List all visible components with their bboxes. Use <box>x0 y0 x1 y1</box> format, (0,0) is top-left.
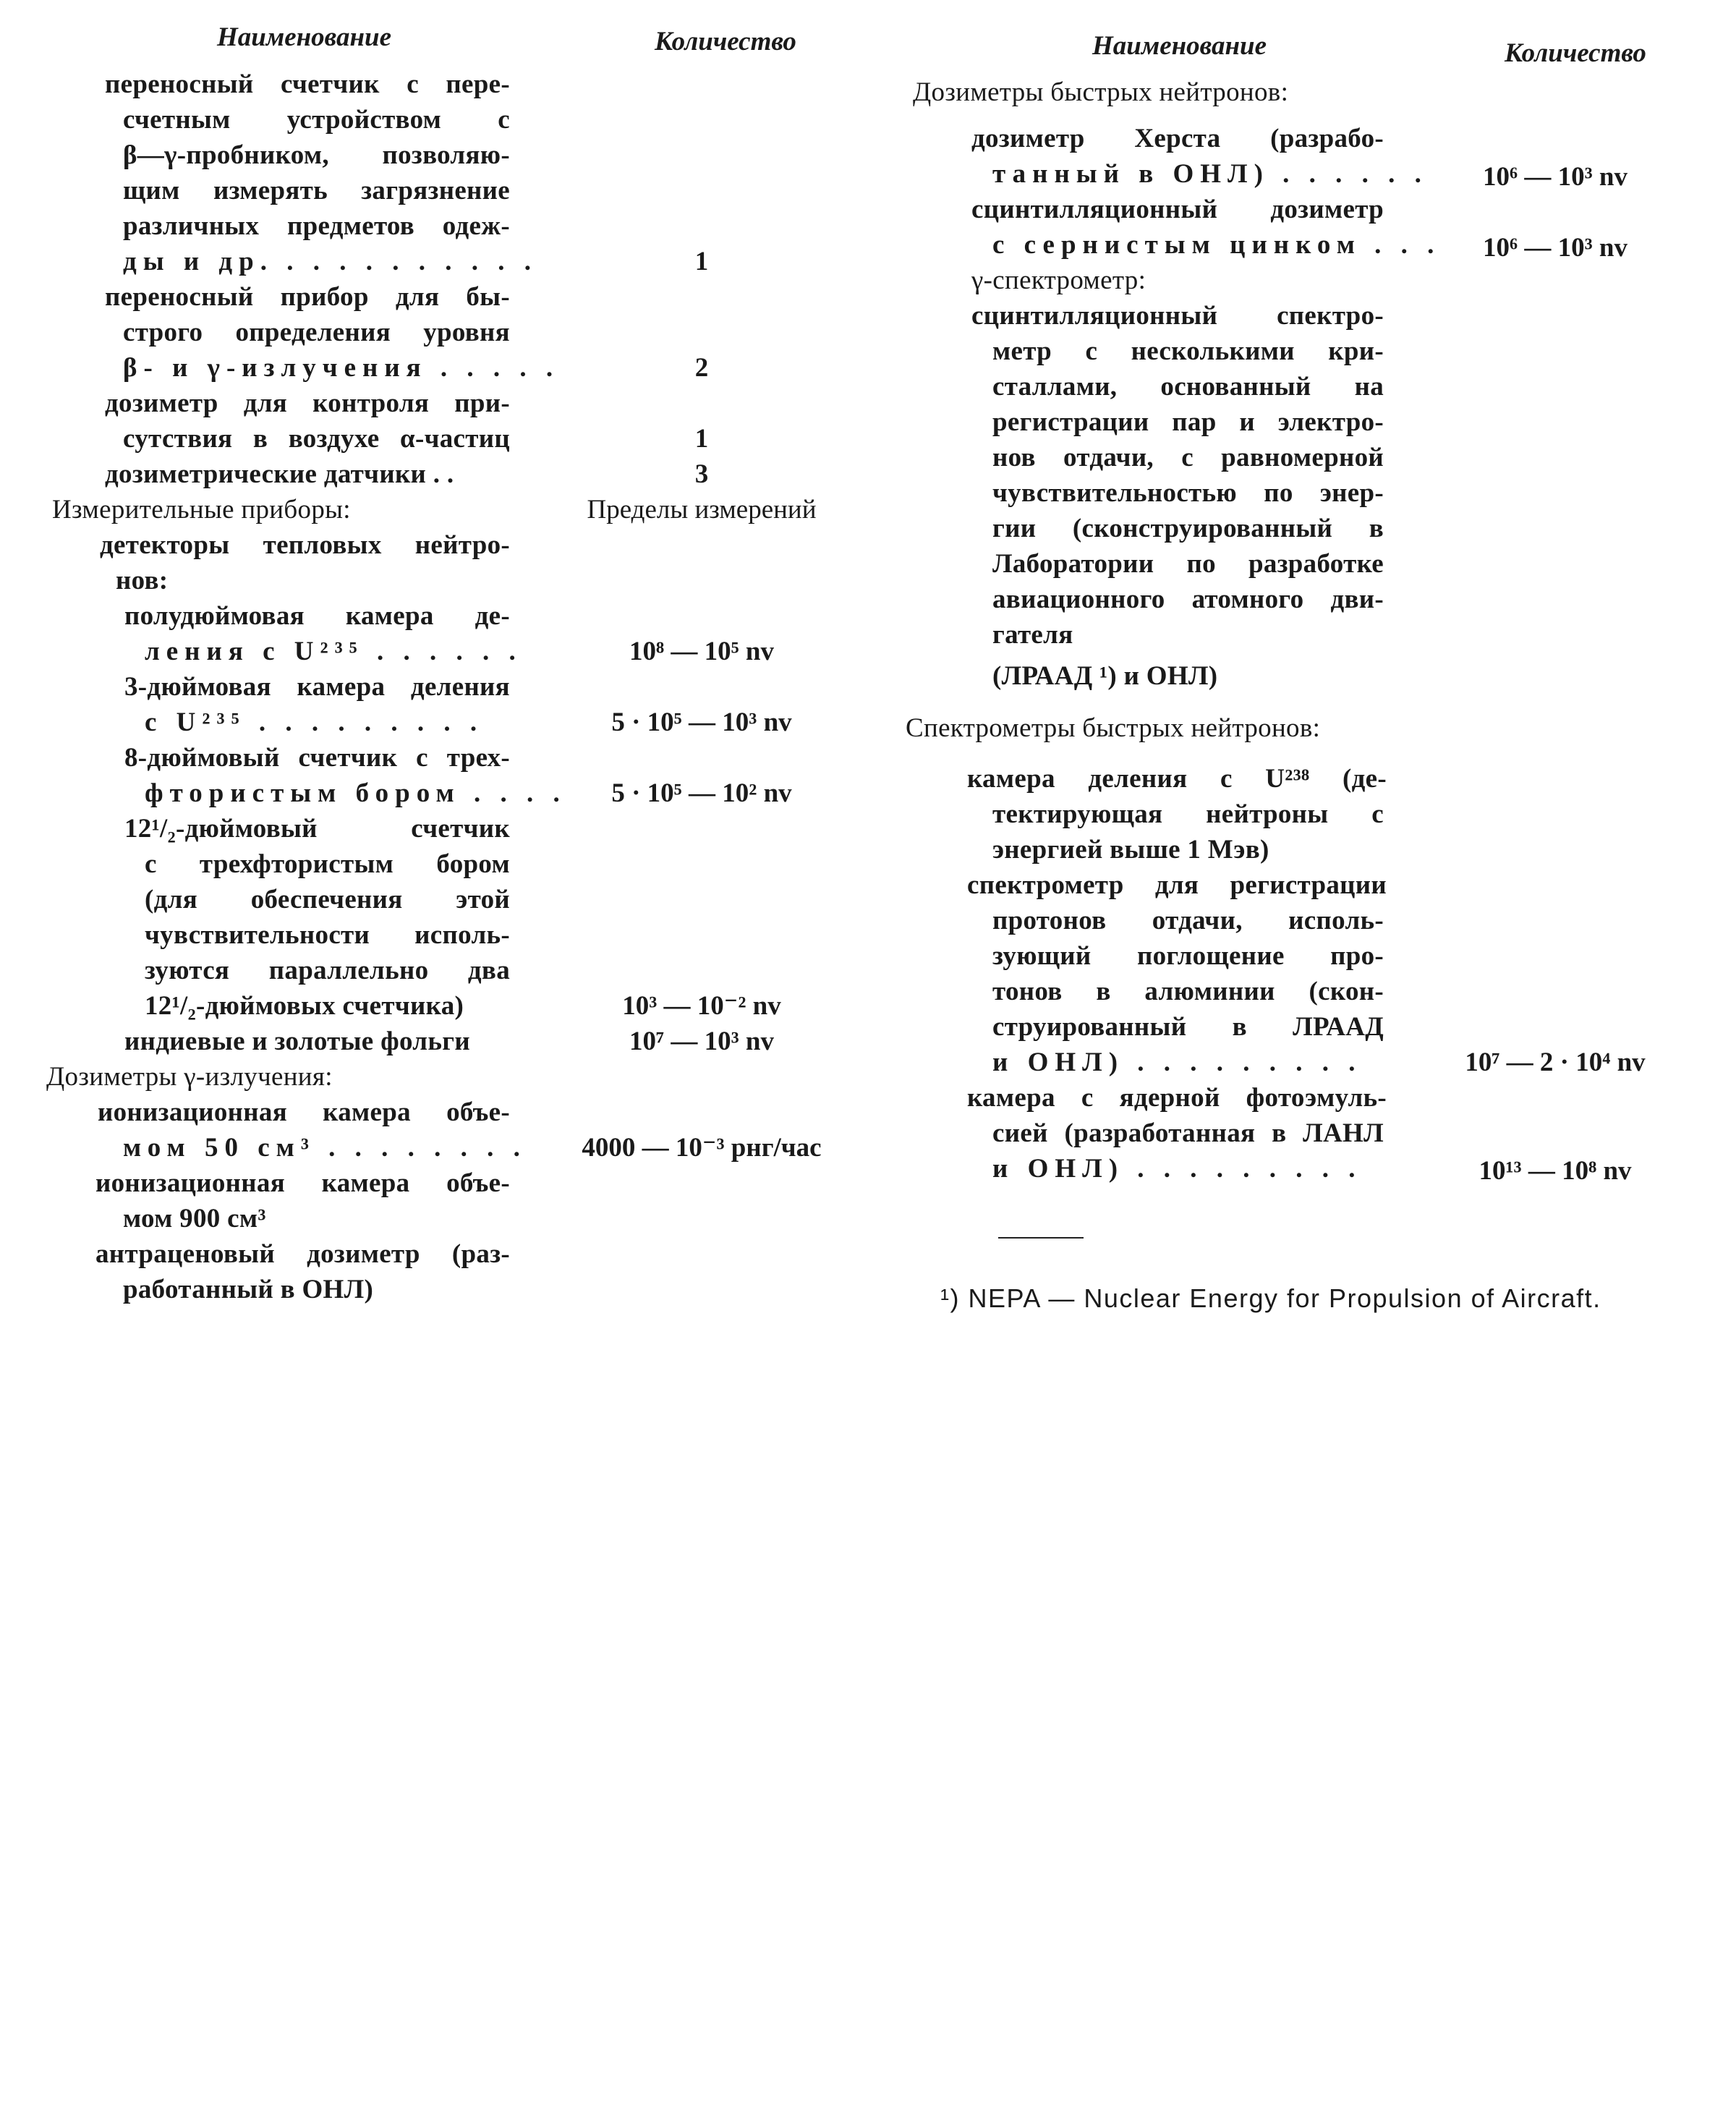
left-line: чувствительности исполь- <box>145 920 510 950</box>
right-line: зующий поглощение про- <box>992 941 1384 971</box>
left-line: щим измерять загрязнение <box>123 176 510 205</box>
right-line: авиационного атомного дви- <box>992 585 1384 614</box>
right-section-heading: Дозиметры быстрых нейтронов: <box>913 77 1289 107</box>
right-qty-header: Количество <box>1505 38 1646 68</box>
left-line: строго определения уровня <box>123 318 510 347</box>
right-line: энергией выше 1 Мэв) <box>992 835 1269 865</box>
left-line: счетным устройством с <box>123 105 510 135</box>
left-line: 12¹/₂-дюймовых счетчика) <box>145 991 464 1021</box>
left-line: ионизационная камера объе- <box>95 1168 510 1198</box>
left-value: 5 · 10⁵ — 10² nv <box>611 778 792 808</box>
left-value: 5 · 10⁵ — 10³ nv <box>611 708 792 737</box>
right-line: нов отдачи, с равномерной <box>992 443 1384 472</box>
right-name-header: Наименование <box>1092 31 1267 61</box>
left-name-header: Наименование <box>217 22 391 52</box>
right-line: протонов отдачи, исполь- <box>992 906 1384 935</box>
left-value: 10⁷ — 10³ nv <box>629 1027 774 1056</box>
right-line: регистрации пар и электро- <box>992 407 1384 437</box>
left-line: различных предметов одеж- <box>123 211 510 241</box>
right-line: (ЛРААД ¹) и ОНЛ) <box>992 661 1218 691</box>
left-value: 3 <box>694 459 709 489</box>
left-line: β—γ-пробником, позволяю- <box>123 140 510 170</box>
left-line: сутствия в воздухе α-частиц <box>123 424 510 454</box>
left-line: антраценовый дозиметр (раз- <box>95 1239 510 1269</box>
right-value: 10¹³ — 10⁸ nv <box>1478 1156 1632 1186</box>
left-line: ионизационная камера объе- <box>98 1097 510 1127</box>
right-line: с сернистым цинком . . . <box>992 230 1441 260</box>
right-line: метр с несколькими кри- <box>992 336 1384 366</box>
left-line: фтористым бором . . . . <box>145 778 566 808</box>
left-line: 3-дюймовая камера деления <box>124 672 510 702</box>
right-line: камера деления с U²³⁸ (де- <box>967 764 1387 794</box>
right-line: тектирующая нейтроны с <box>992 799 1384 829</box>
right-line: танный в ОНЛ) . . . . . . <box>992 159 1428 189</box>
left-line: мом 50 см³ . . . . . . . . <box>123 1133 527 1163</box>
footnote: ¹) NEPA — Nuclear Energy for Propulsion of Aircraft. <box>940 1283 1601 1313</box>
left-value: 1 <box>694 424 709 454</box>
left-line: дозиметр для контроля при- <box>105 388 510 418</box>
right-line: Лаборатории по разработке <box>992 549 1384 579</box>
right-value: 10⁶ — 10³ nv <box>1482 233 1628 263</box>
footnote-rule <box>998 1237 1084 1239</box>
right-value: 10⁷ — 2 · 10⁴ nv <box>1465 1048 1646 1077</box>
right-line: чувствительностью по энер- <box>992 478 1384 508</box>
left-line: ды и др. . . . . . . . . . . <box>123 247 537 276</box>
left-line: дозиметрические датчики . . <box>105 459 454 489</box>
left-line: 12¹/₂-дюймовый счетчик <box>124 814 510 844</box>
left-line: зуются параллельно два <box>145 956 510 985</box>
left-line: работанный в ОНЛ) <box>123 1275 374 1304</box>
right-line: дозиметр Херста (разрабо- <box>971 124 1384 153</box>
left-value: 2 <box>694 353 709 383</box>
left-line: полудюймовая камера де- <box>124 601 510 631</box>
right-line: струированный в ЛРААД <box>992 1012 1384 1042</box>
left-value: 4000 — 10⁻³ рнг/час <box>582 1133 822 1163</box>
left-line: детекторы тепловых нейтро- <box>100 530 510 560</box>
left-line: индиевые и золотые фольги <box>124 1027 470 1056</box>
left-line: с трехфтористым бором <box>145 849 510 879</box>
right-line: гателя <box>992 620 1073 650</box>
left-value: 10³ — 10⁻² nv <box>622 991 781 1021</box>
right-line: сцинтилляционный спектро- <box>971 301 1384 331</box>
right-line: спектрометр для регистрации <box>967 870 1387 900</box>
left-line: нов: <box>116 566 169 595</box>
left-line: β- и γ-излучения . . . . . <box>123 353 560 383</box>
right-line: тонов в алюминии (скон- <box>992 977 1384 1006</box>
right-line: сией (разработанная в ЛАНЛ <box>992 1118 1384 1148</box>
right-line: и ОНЛ) . . . . . . . . . <box>992 1048 1362 1077</box>
left-value: 10⁸ — 10⁵ nv <box>629 637 774 666</box>
left-line: мом 900 см³ <box>123 1204 266 1233</box>
right-line: сталлами, основанный на <box>992 372 1384 402</box>
right-line: γ-спектрометр: <box>971 266 1146 295</box>
left-line: переносный счетчик с пере- <box>105 69 510 99</box>
left-line: ления с U²³⁵ . . . . . . <box>145 637 522 666</box>
right-line: и ОНЛ) . . . . . . . . . <box>992 1154 1362 1184</box>
right-line: камера с ядерной фотоэмуль- <box>967 1083 1387 1113</box>
left-line: переносный прибор для бы- <box>105 282 510 312</box>
left-qty-header: Количество <box>655 27 796 56</box>
left-line: 8-дюймовый счетчик с трех- <box>124 743 510 773</box>
measurement-range-heading: Пределы измерений <box>587 495 817 524</box>
right-value: 10⁶ — 10³ nv <box>1482 162 1628 192</box>
right-section-heading: Спектрометры быстрых нейтронов: <box>906 713 1321 743</box>
right-line: сцинтилляционный дозиметр <box>971 195 1384 224</box>
right-line: гии (сконструированный в <box>992 514 1384 543</box>
left-value: 1 <box>694 247 709 276</box>
left-line: с U²³⁵ . . . . . . . . . <box>145 708 484 737</box>
left-line: (для обеспечения этой <box>145 885 510 914</box>
left-section-heading: Измерительные приборы: <box>52 495 351 524</box>
left-section-heading: Дозиметры γ-излучения: <box>46 1062 333 1092</box>
